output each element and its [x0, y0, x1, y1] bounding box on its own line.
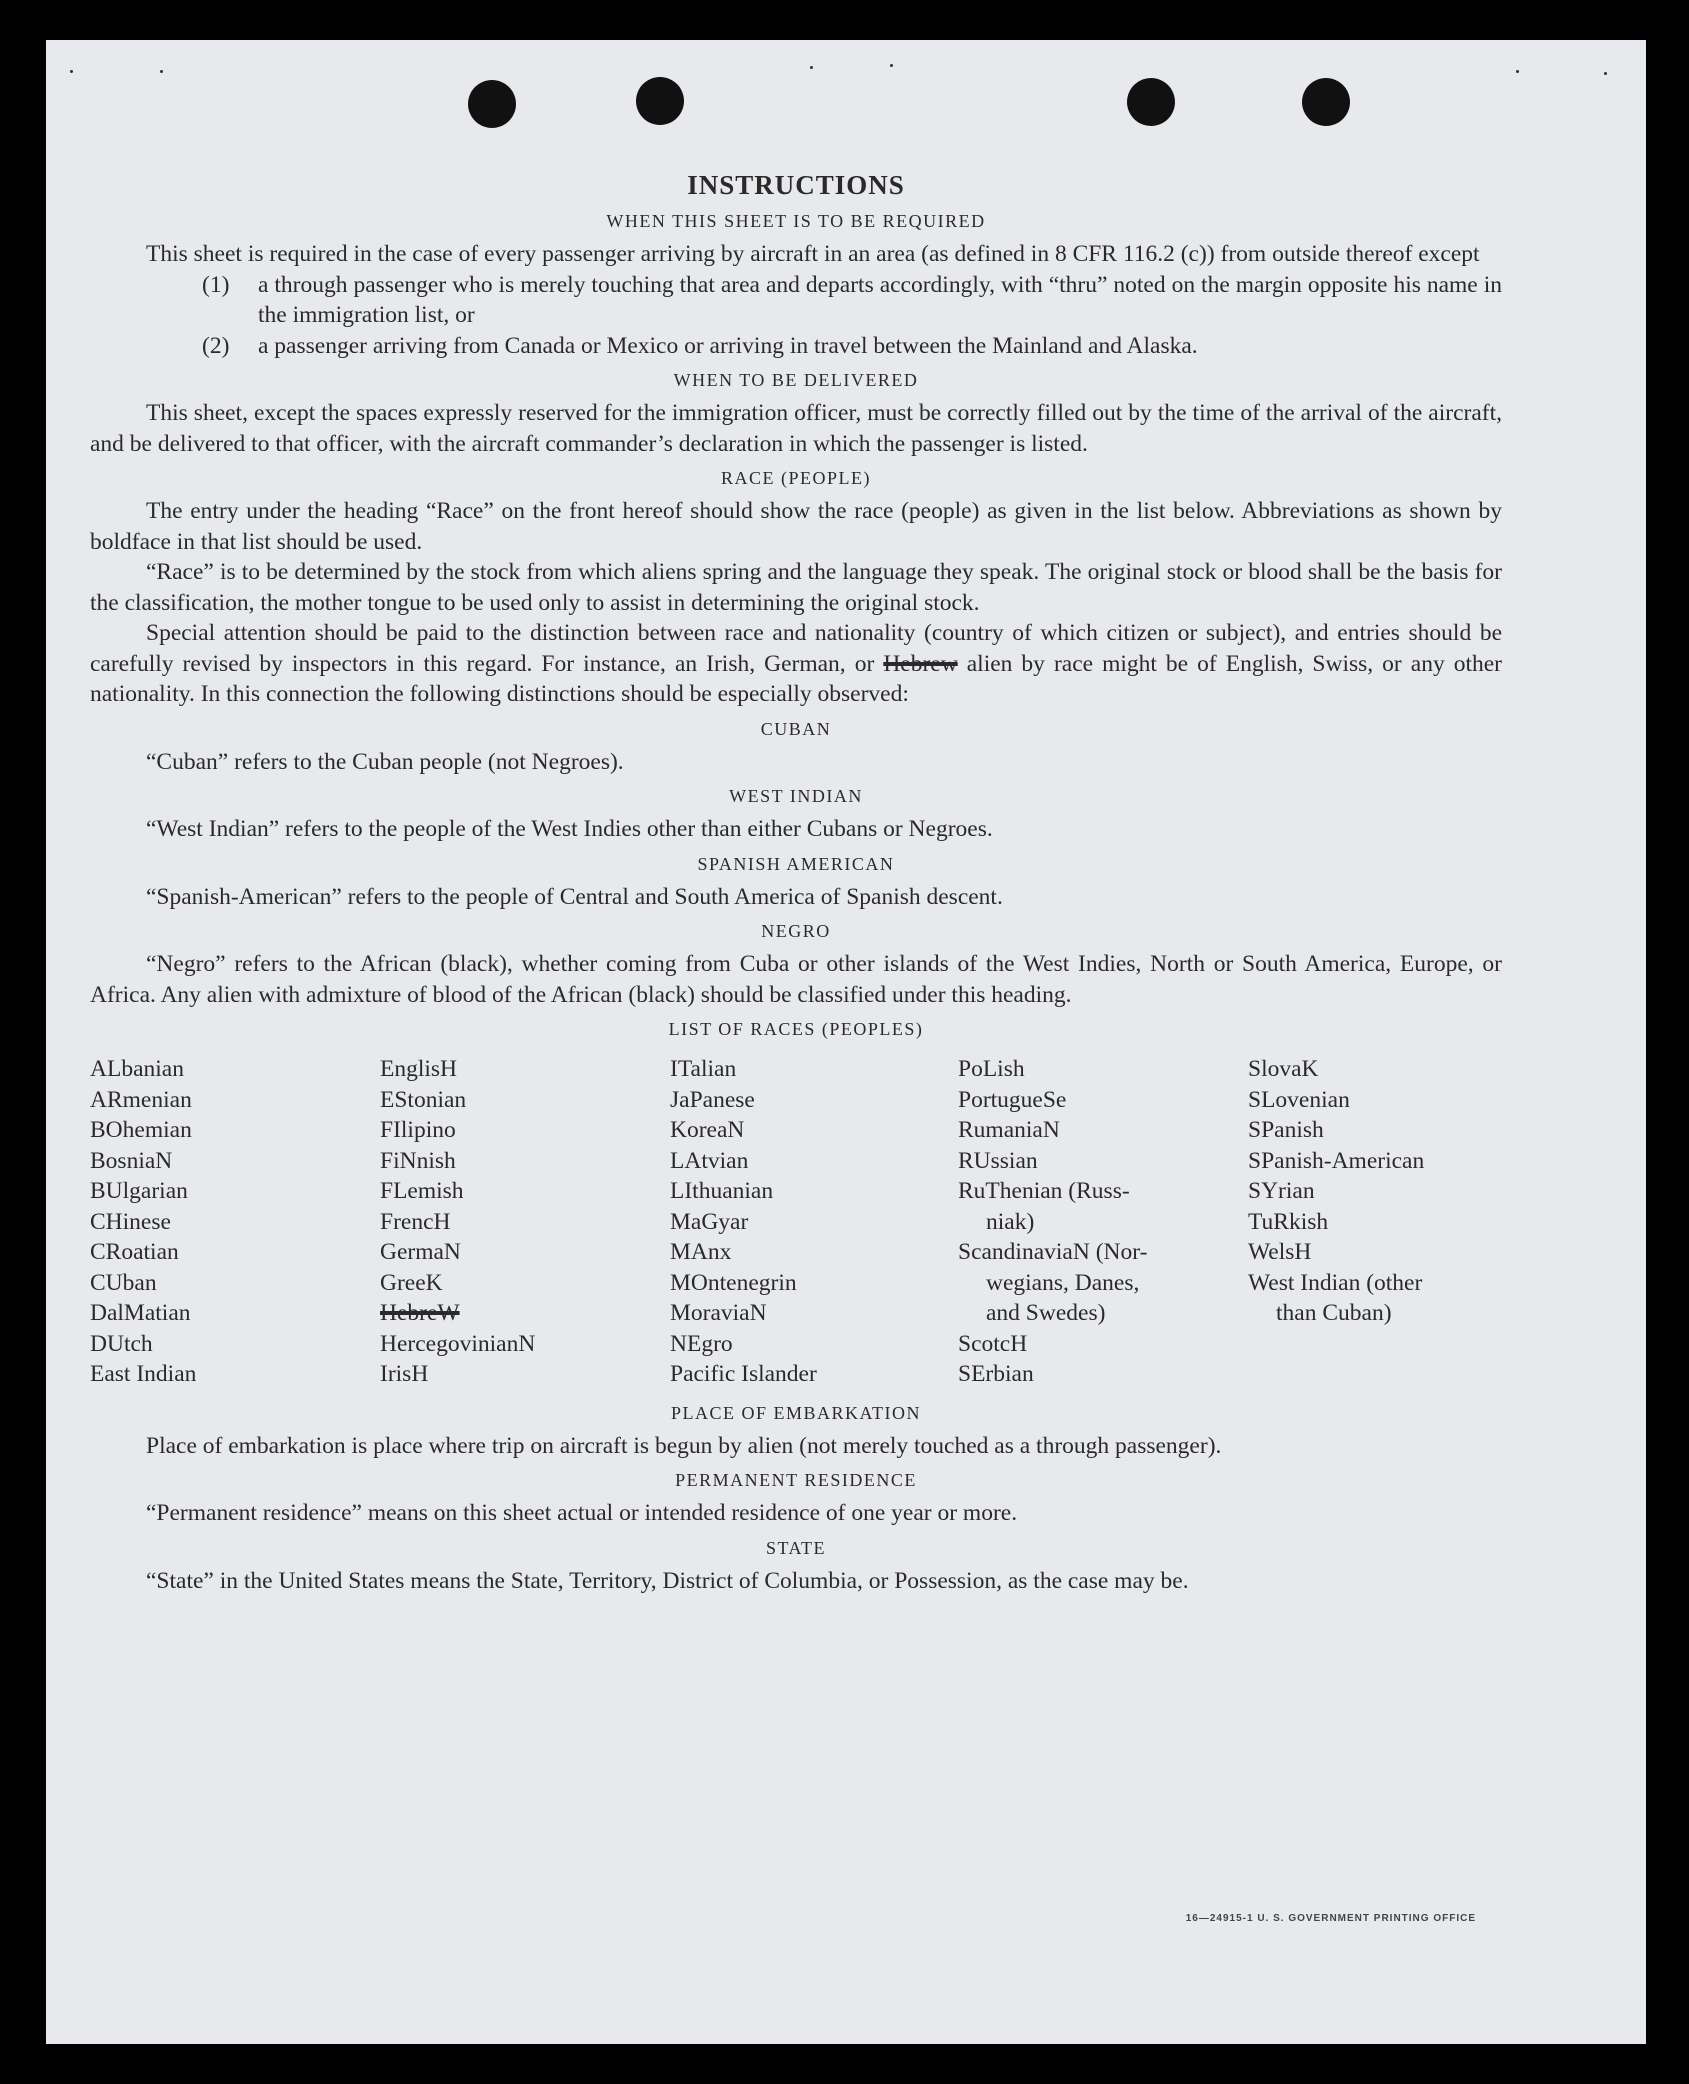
race-entry: RuThenian (Russ- — [958, 1178, 1130, 1204]
speck — [890, 64, 893, 67]
race-entry-continued: niak) — [986, 1208, 1035, 1235]
races-column — [380, 1054, 670, 1390]
race-entry-continued: and Swedes) — [986, 1300, 1106, 1326]
paragraph-state: “State” in the United States means the State, Territory, District of Columbia, or Possession, as the case may be. — [146, 1567, 1189, 1594]
race-entry: GreeK — [380, 1269, 443, 1296]
race-entry: ScandinaviaN (Nor- — [958, 1239, 1148, 1265]
race-entry: ARmenian — [90, 1086, 192, 1113]
paragraph-permanent-residence: “Permanent residence” means on this sheet actual or intended residence of one year or more. — [146, 1500, 1018, 1526]
race-entry: WelsH — [1248, 1239, 1312, 1265]
punch-hole — [468, 80, 516, 128]
race-entry: CRoatian — [90, 1239, 179, 1265]
race-entry: TuRkish — [1248, 1208, 1329, 1235]
paragraph-embarkation: Place of embarkation is place where trip on aircraft is begun by alien (not merely touched as a through passenger). — [146, 1432, 1222, 1459]
races-column — [1248, 1054, 1502, 1390]
heading-embarkation: PLACE OF EMBARKATION — [670, 1402, 922, 1423]
race-entry: PoLish — [958, 1056, 1025, 1082]
paragraph-race-entry: The entry under the heading “Race” on the front hereof should show the race (people) as given in the list below. Abbreviations as shown by boldface in that list should be used. — [90, 498, 1502, 555]
item-text: a passenger arriving from Canada or Mexico or arriving in travel between the Mainland and Alaska. — [258, 332, 1198, 359]
race-entry-continued: wegians, Danes, — [986, 1269, 1140, 1296]
race-entry: ITalian — [670, 1056, 737, 1082]
paragraph-race-definition: “Race” is to be determined by the stock from which aliens spring and the language they speak. The original stock or blood shall be the basis for the classification, the mother tongue to be used only to assist in determining the original stock. — [90, 559, 1502, 616]
race-entry: BUlgarian — [90, 1178, 188, 1204]
race-entry: East Indian — [90, 1361, 197, 1387]
race-entry: SPanish — [1248, 1117, 1324, 1143]
heading-west-indian: WEST INDIAN — [729, 786, 863, 806]
race-entry: SlovaK — [1248, 1056, 1319, 1082]
item-text: a through passenger who is merely touching that area and departs accordingly, with “thru” noted on the margin opposite his name in the immigration list, or — [258, 271, 1502, 328]
speck — [810, 66, 813, 69]
race-entry: SYrian — [1248, 1178, 1315, 1204]
race-entry: FrencH — [380, 1208, 451, 1235]
heading-when-delivered: WHEN TO BE DELIVERED — [673, 370, 919, 390]
race-entry: DalMatian — [90, 1300, 191, 1326]
race-entry: LAtvian — [670, 1147, 749, 1174]
race-entry: EnglisH — [380, 1056, 458, 1082]
race-entry: RUssian — [958, 1147, 1038, 1174]
exception-item — [202, 331, 1502, 362]
heading-cuban: CUBAN — [760, 718, 832, 739]
speck — [160, 70, 163, 73]
race-entry: West Indian (other — [1248, 1269, 1423, 1296]
race-entry-struck: HebreW — [380, 1300, 460, 1326]
printing-office-code: 16—24915-1 U. S. GOVERNMENT PRINTING OFFICE — [1185, 1913, 1476, 1924]
text-segment: Special attention should be paid to the distinction between race and nationality (country of which citizen or subject), and entries should be carefully revised by inspectors in this regard. For instance, an Irish, German, or — [90, 620, 1502, 677]
heading-when-required: WHEN THIS SHEET IS TO BE REQUIRED — [606, 211, 986, 231]
race-entry: NEgro — [670, 1330, 733, 1357]
race-entry: HercegovinianN — [380, 1330, 536, 1357]
race-entry: DUtch — [90, 1330, 153, 1357]
race-entry: FiNnish — [380, 1147, 456, 1174]
item-number: (1) — [202, 271, 230, 298]
paragraph-required: This sheet is required in the case of every passenger arriving by aircraft in an area (as defined in 8 CFR 116.2 (c)) from outside thereof except — [146, 241, 1480, 267]
race-entry: ScotcH — [958, 1330, 1028, 1357]
paragraph-spanish-american: “Spanish-American” refers to the people of Central and South America of Spanish descent. — [146, 883, 1003, 910]
document-sheet — [46, 40, 1646, 2044]
race-entry: KoreaN — [670, 1117, 745, 1143]
paragraph-race-nationality — [90, 618, 1502, 710]
race-entry: JaPanese — [670, 1086, 755, 1113]
races-list — [90, 1054, 1502, 1390]
race-entry: MaGyar — [670, 1208, 749, 1235]
punch-hole — [636, 77, 684, 125]
race-entry: BosniaN — [90, 1147, 173, 1174]
races-column — [670, 1054, 958, 1390]
heading-spanish-american: SPANISH AMERICAN — [697, 853, 895, 874]
paragraph-cuban: “Cuban” refers to the Cuban people (not Negroes). — [146, 748, 624, 775]
item-number: (2) — [202, 332, 230, 359]
heading-race: RACE (PEOPLE) — [721, 468, 871, 488]
race-entry: EStonian — [380, 1086, 467, 1113]
paragraph-delivered: This sheet, except the spaces expressly reserved for the immigration officer, must be correctly filled out by the time of the arrival of the aircraft, and be delivered to that officer, with the aircraft commander’s declaration in which the passenger is listed. — [90, 400, 1502, 457]
race-entry-continued: than Cuban) — [1276, 1300, 1392, 1326]
heading-permanent-residence: PERMANENT RESIDENCE — [675, 1470, 917, 1490]
heading-negro: NEGRO — [761, 921, 831, 941]
exception-item — [202, 270, 1502, 331]
speck — [70, 70, 73, 73]
punch-hole — [1302, 78, 1350, 126]
paragraph-negro: “Negro” refers to the African (black), whether coming from Cuba or other islands of the West Indies, North or South America, Europe, or Africa. Any alien with admixture of blood of the African (black) should be classified under this heading. — [90, 951, 1502, 1008]
race-entry: ALbanian — [90, 1056, 184, 1082]
race-entry: FLemish — [380, 1178, 464, 1204]
race-entry: IrisH — [380, 1361, 429, 1387]
race-entry: CHinese — [90, 1208, 171, 1235]
instructions-body — [90, 168, 1502, 1596]
struck-word: Hebrew — [883, 650, 958, 677]
race-entry: BOhemian — [90, 1117, 192, 1143]
paragraph-west-indian: “West Indian” refers to the people of the West Indies other than either Cubans or Negroes. — [146, 816, 993, 842]
race-entry: LIthuanian — [670, 1178, 774, 1204]
race-entry: MOntenegrin — [670, 1269, 797, 1296]
race-entry: SLovenian — [1248, 1086, 1350, 1113]
heading-list-of-races: LIST OF RACES (PEOPLES) — [668, 1019, 924, 1039]
speck — [1516, 70, 1519, 73]
race-entry: FIlipino — [380, 1117, 456, 1143]
race-entry: SErbian — [958, 1361, 1034, 1387]
page-title: INSTRUCTIONS — [687, 170, 905, 200]
text-segment: alien by race might be of English, Swiss, or any other nationality. In this connection the following distinctions should be especially observed: — [90, 650, 1503, 707]
races-column — [90, 1054, 380, 1390]
race-entry: GermaN — [380, 1239, 461, 1265]
race-entry: CUban — [90, 1269, 157, 1296]
race-entry: MAnx — [670, 1239, 732, 1265]
race-entry: MoraviaN — [670, 1300, 767, 1326]
heading-state: STATE — [765, 1537, 827, 1558]
punch-hole — [1127, 78, 1175, 126]
race-entry: PortugueSe — [958, 1086, 1067, 1113]
race-entry: RumaniaN — [958, 1117, 1060, 1143]
races-column — [958, 1054, 1248, 1390]
race-entry: Pacific Islander — [670, 1361, 817, 1387]
race-entry: SPanish-American — [1248, 1147, 1425, 1174]
speck — [1604, 72, 1607, 75]
